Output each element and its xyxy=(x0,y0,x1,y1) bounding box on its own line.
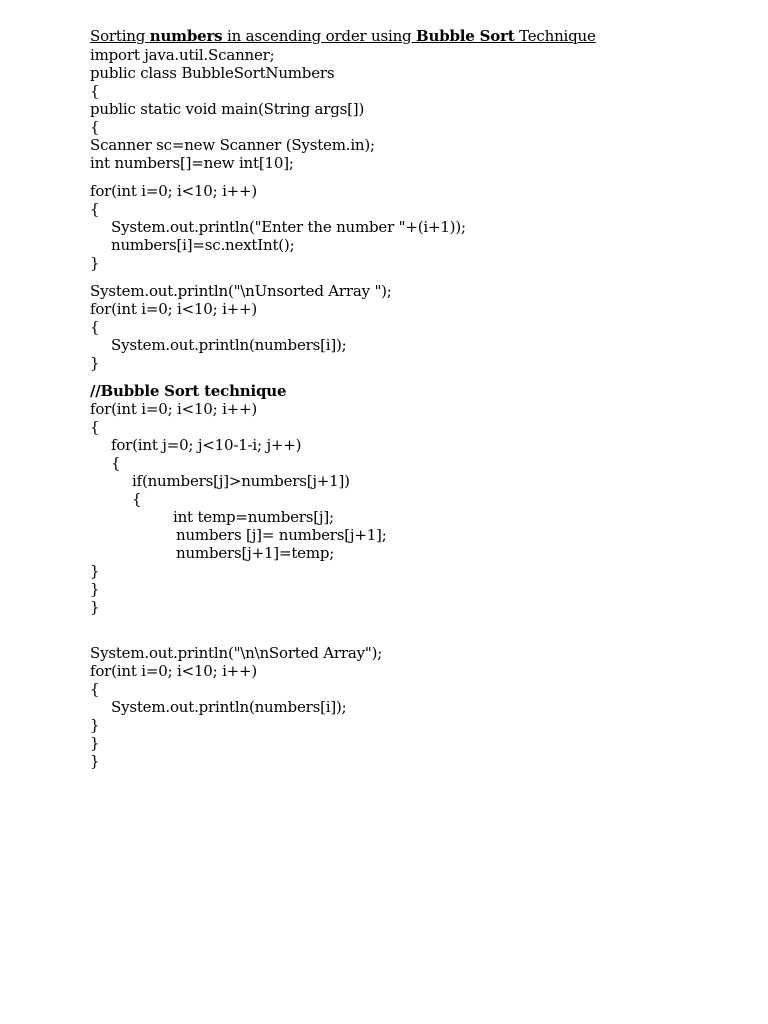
code-line-compare: if(numbers[j]>numbers[j+1]) xyxy=(132,472,350,490)
code-line-swap-first: numbers [j]= numbers[j+1]; xyxy=(176,526,387,544)
title-text-1: Sorting xyxy=(90,27,150,45)
code-line-import: import java.util.Scanner; xyxy=(90,46,275,64)
code-line-sorted-loop: for(int i=0; i<10; i++) xyxy=(90,662,258,680)
code-line-outer-loop-open: { xyxy=(90,418,100,436)
code-line-outer-loop: for(int i=0; i<10; i++) xyxy=(90,400,258,418)
code-line-temp-assign: int temp=numbers[j]; xyxy=(173,508,334,526)
code-line-read-int: numbers[i]=sc.nextInt(); xyxy=(111,236,295,254)
code-line-scanner: Scanner sc=new Scanner (System.in); xyxy=(90,136,375,154)
code-line-unsorted-header: System.out.println("\nUnsorted Array "); xyxy=(90,282,392,300)
title-text-3: Technique xyxy=(514,27,596,45)
code-line-input-loop: for(int i=0; i<10; i++) xyxy=(90,182,258,200)
title-emphasis-numbers: numbers xyxy=(149,27,223,45)
code-line-sorted-loop-close: } xyxy=(90,716,100,734)
code-line-compare-close: } xyxy=(90,562,100,580)
code-line-main-close-brace: } xyxy=(90,734,100,752)
code-line-swap-second: numbers[j+1]=temp; xyxy=(176,544,335,562)
code-line-class-close-brace: } xyxy=(90,752,100,770)
code-line-input-loop-close: } xyxy=(90,254,100,272)
code-line-compare-open: { xyxy=(132,490,142,508)
code-line-prompt: System.out.println("Enter the number "+(i+1)); xyxy=(111,218,466,236)
code-line-inner-loop-open: { xyxy=(111,454,121,472)
code-line-sorted-loop-open: { xyxy=(90,680,100,698)
code-line-outer-loop-close: } xyxy=(90,598,100,616)
code-line-input-loop-open: { xyxy=(90,200,100,218)
document-title xyxy=(90,26,730,46)
code-line-unsorted-print: System.out.println(numbers[i]); xyxy=(111,336,347,354)
code-line-class-open-brace: { xyxy=(90,82,100,100)
code-line-class-declaration: public class BubbleSortNumbers xyxy=(90,64,335,82)
code-line-unsorted-loop: for(int i=0; i<10; i++) xyxy=(90,300,258,318)
title-text-2: in ascending order using xyxy=(222,27,417,45)
code-line-unsorted-loop-open: { xyxy=(90,318,100,336)
code-line-main-method: public static void main(String args[]) xyxy=(90,100,365,118)
code-line-array-declaration: int numbers[]=new int[10]; xyxy=(90,154,294,172)
code-line-sorted-print: System.out.println(numbers[i]); xyxy=(111,698,347,716)
code-line-inner-loop-close: } xyxy=(90,580,100,598)
code-line-sorted-header: System.out.println("\n\nSorted Array"); xyxy=(90,644,383,662)
code-line-unsorted-loop-close: } xyxy=(90,354,100,372)
code-comment-bubble-sort: //Bubble Sort technique xyxy=(90,382,287,400)
code-listing xyxy=(90,26,730,770)
title-emphasis-bubble-sort: Bubble Sort xyxy=(416,27,515,45)
code-line-main-open-brace: { xyxy=(90,118,100,136)
code-line-inner-loop: for(int j=0; j<10-1-i; j++) xyxy=(111,436,302,454)
